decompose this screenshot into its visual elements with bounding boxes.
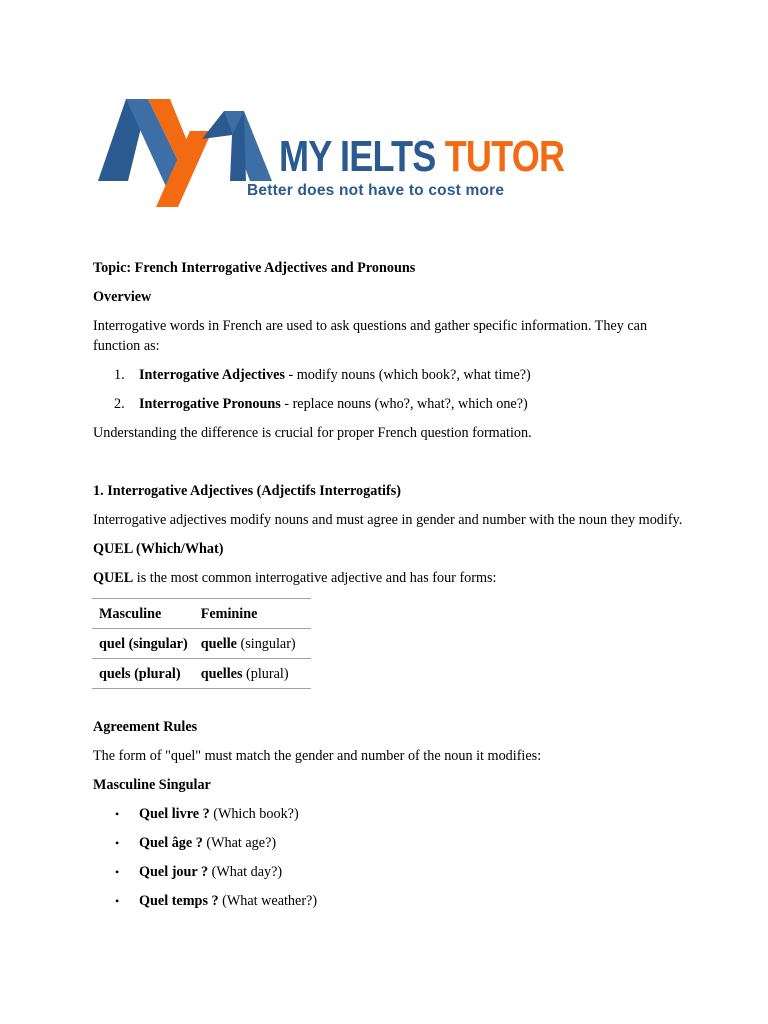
example-english: (What day?) — [208, 864, 283, 880]
bullet-icon: • — [115, 894, 120, 908]
list-term: Interrogative Adjectives — [139, 367, 285, 383]
list-number: 2. — [114, 396, 125, 412]
list-item — [93, 833, 683, 853]
agreement-text: The form of "quel" must match the gender and number of the noun it modifies: — [93, 748, 542, 764]
cell-bold: quelle — [200, 635, 237, 652]
example-french: Quel âge ? — [139, 835, 203, 851]
example-french: Quel jour ? — [139, 864, 209, 880]
overview-list — [93, 365, 683, 414]
example-french: Quel livre ? — [139, 806, 210, 822]
logo-tagline: Better does not have to cost more — [247, 182, 505, 199]
quel-term: QUEL — [93, 570, 134, 586]
example-english: (Which book?) — [209, 806, 299, 822]
list-term: Interrogative Pronouns — [139, 396, 281, 412]
overview-closing: Understanding the difference is crucial for proper French question formation. — [93, 425, 532, 441]
list-desc: - replace nouns (who?, what?, which one?) — [280, 396, 528, 412]
cell-bold: quels (plural) — [99, 665, 181, 682]
cell-bold: quel (singular) — [99, 635, 188, 652]
list-item — [93, 804, 683, 824]
topic-heading: Topic: French Interrogative Adjectives and Pronouns — [93, 260, 416, 276]
logo — [96, 95, 576, 210]
cell-rest: (plural) — [242, 665, 289, 682]
examples-list — [93, 804, 683, 911]
table-cell — [194, 629, 311, 659]
section1-intro: Interrogative adjectives modify nouns and must agree in gender and number with the noun they modify. — [93, 512, 683, 528]
logo-title-tutor: TUTOR — [444, 132, 565, 181]
quel-heading: QUEL (Which/What) — [93, 541, 224, 557]
table-header: Masculine — [92, 599, 194, 629]
table-row — [92, 629, 311, 659]
list-item — [93, 394, 683, 414]
agreement-heading: Agreement Rules — [93, 719, 198, 735]
table-cell — [92, 629, 194, 659]
bullet-icon: • — [115, 807, 120, 821]
quel-forms-table — [92, 598, 311, 689]
bullet-icon: • — [115, 865, 120, 879]
example-english: (What weather?) — [218, 893, 318, 909]
example-english: (What age?) — [202, 835, 277, 851]
list-desc: - modify nouns (which book?, what time?) — [284, 367, 531, 383]
cell-rest: (singular) — [236, 635, 296, 652]
document-body — [93, 258, 683, 911]
list-item — [93, 862, 683, 882]
quel-description — [93, 568, 683, 588]
masculine-singular-heading: Masculine Singular — [93, 777, 211, 793]
table-row — [92, 659, 311, 689]
logo-title — [279, 132, 565, 181]
section1-heading: 1. Interrogative Adjectives (Adjectifs Interrogatifs) — [93, 483, 401, 499]
bullet-icon: • — [115, 836, 120, 850]
logo-title-my: MY IELTS — [279, 132, 436, 181]
list-item — [93, 891, 683, 911]
table-cell — [194, 659, 311, 689]
quel-desc: is the most common interrogative adjective and has four forms: — [133, 570, 497, 586]
list-item — [93, 365, 683, 385]
example-french: Quel temps ? — [139, 893, 219, 909]
table-header-row — [92, 599, 311, 629]
cell-bold: quelles — [200, 665, 243, 682]
table-cell — [92, 659, 194, 689]
overview-heading: Overview — [93, 289, 152, 305]
overview-intro: Interrogative words in French are used to ask questions and gather specific information. They can function as: — [93, 318, 648, 354]
list-number: 1. — [114, 367, 125, 383]
table-header: Feminine — [194, 599, 311, 629]
